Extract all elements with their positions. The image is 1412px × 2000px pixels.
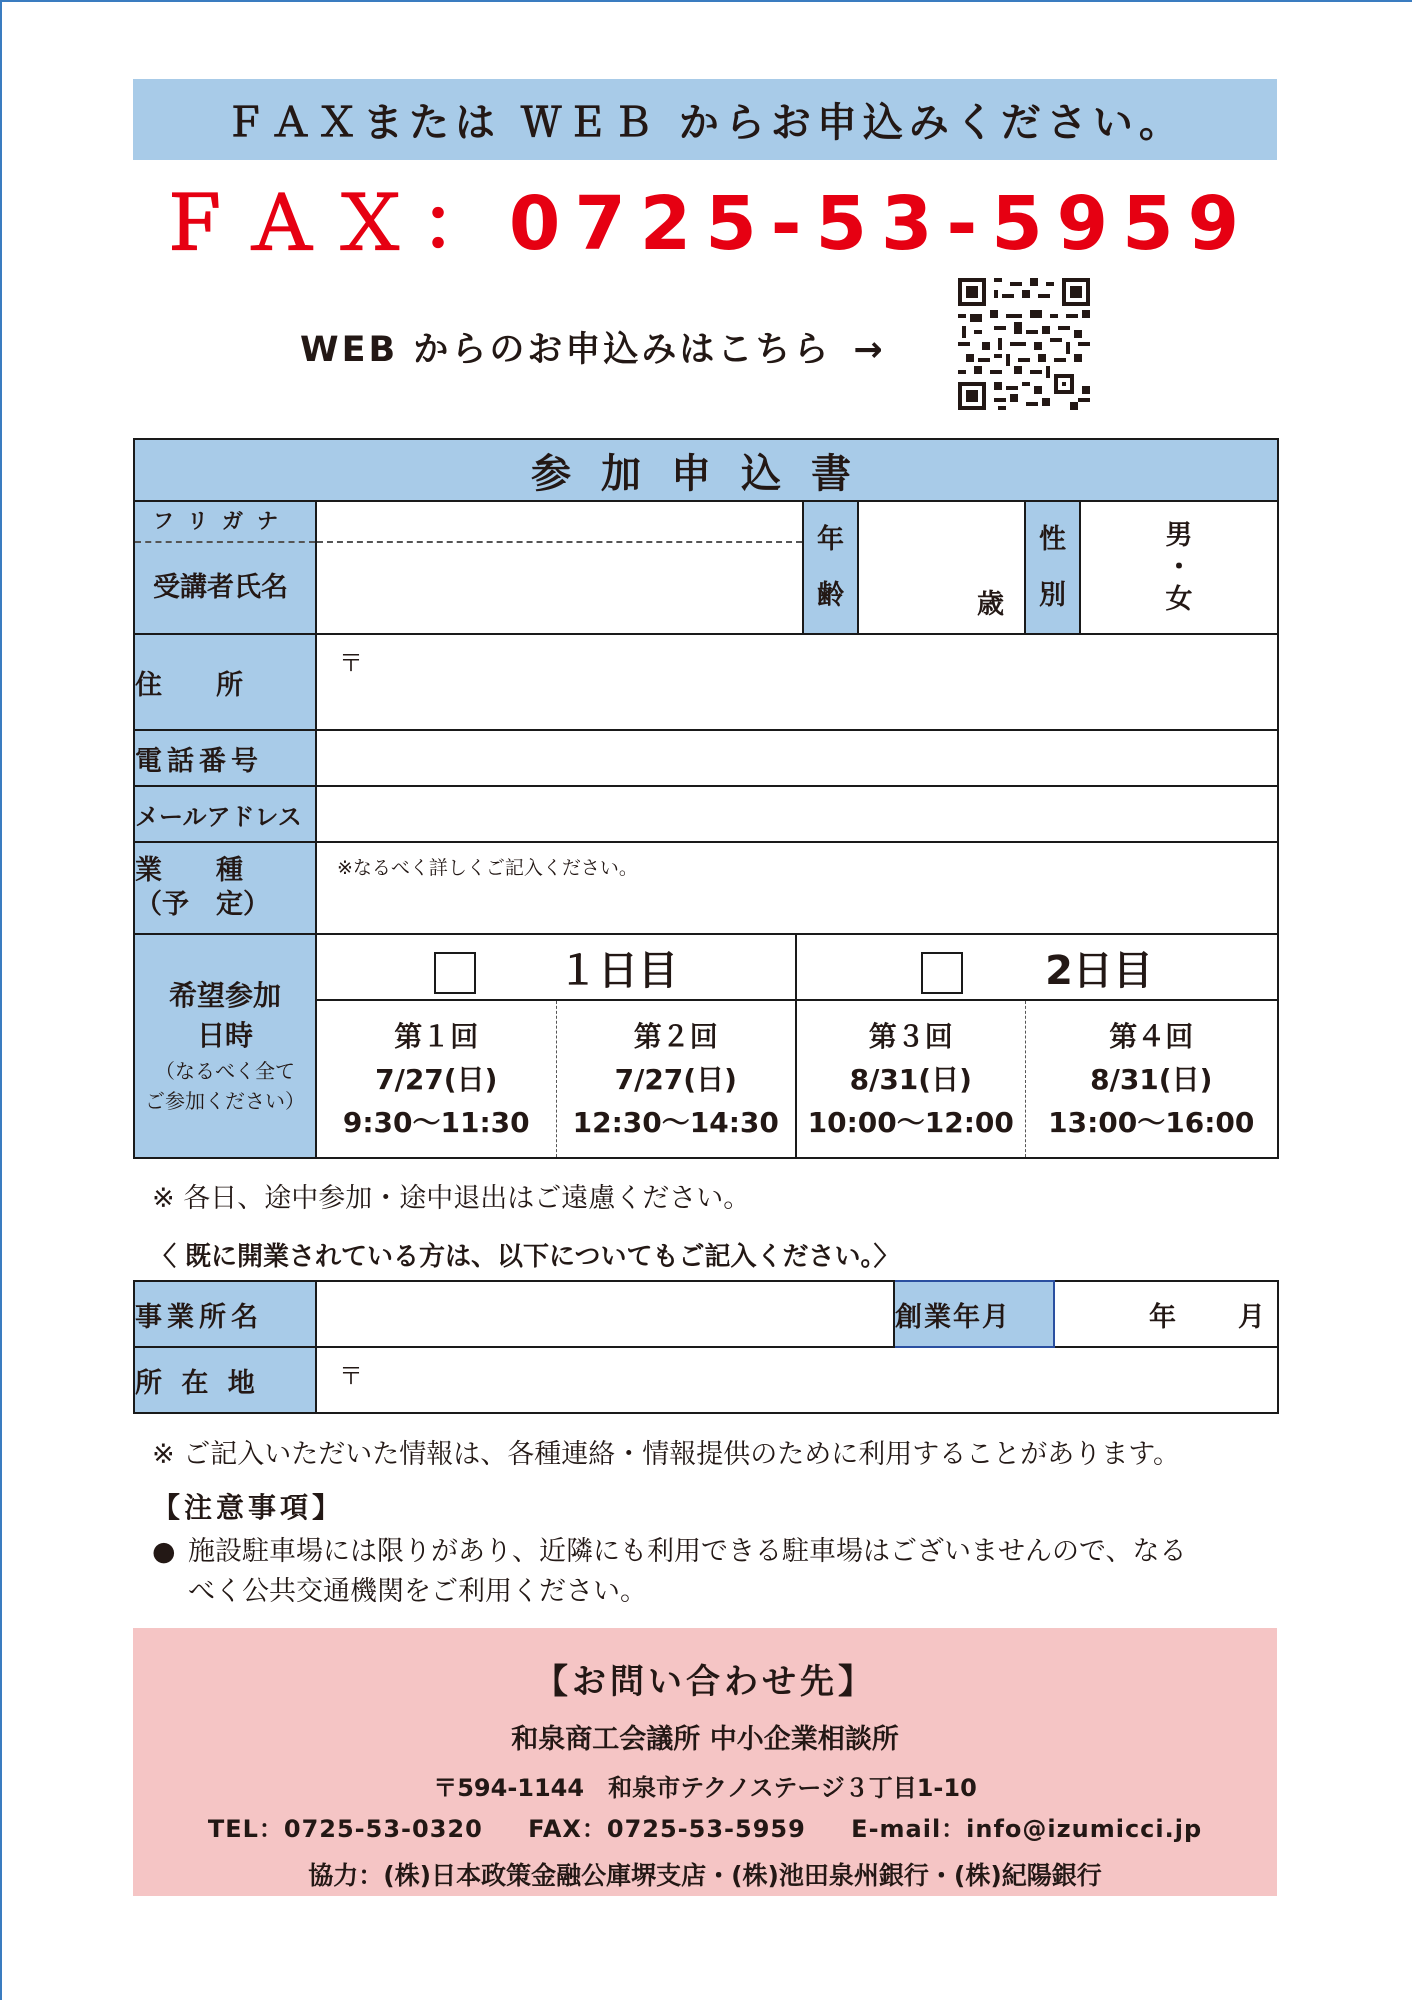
contact-title: 【お問い合わせ先】 — [534, 1662, 876, 1702]
business-note: 〈 既に開業されている方は、以下についてもご記入ください。〉 — [150, 1242, 900, 1272]
session-1[interactable] — [316, 1000, 556, 1158]
industry-label-sub: （予 定） — [135, 889, 270, 920]
sex-label-bottom: 別 — [1039, 579, 1066, 611]
furigana-label: フリガナ — [135, 502, 315, 543]
office-name-input[interactable] — [316, 1281, 894, 1347]
arrow-right-icon: → — [853, 330, 886, 370]
founded-label: 創業年月 — [894, 1281, 1054, 1347]
furigana-input[interactable] — [317, 502, 802, 543]
industry-note: ※なるべく詳しくご記入ください。 — [337, 857, 638, 879]
industry-label-main: 業 種 — [135, 855, 243, 886]
email-label: メールアドレス — [134, 786, 316, 842]
session-1-date: 7/27(日) — [375, 1062, 498, 1096]
day-1-label: １日目 — [558, 947, 678, 994]
sex-label — [1025, 501, 1080, 634]
contact-tel[interactable]: TEL：0725-53-0320 — [207, 1815, 483, 1843]
bullet-icon: ● — [152, 1536, 176, 1567]
postal-mark: 〒 — [339, 649, 363, 677]
address-input[interactable] — [316, 634, 1278, 730]
age-unit: 歳 — [977, 589, 1004, 620]
day-1-checkbox[interactable] — [434, 952, 476, 994]
caution-text — [152, 1532, 1282, 1612]
session-3-date: 8/31(日) — [849, 1062, 972, 1096]
contact-box — [133, 1628, 1277, 1896]
business-form — [133, 1280, 1279, 1414]
form-title: 参加申込書 — [134, 439, 1278, 501]
name-label-cell — [134, 501, 316, 634]
day-1-header[interactable] — [316, 934, 796, 1000]
day-2-label: 2日目 — [1045, 947, 1153, 994]
session-1-name: 第１回 — [394, 1019, 479, 1053]
address-label: 住 所 — [134, 634, 316, 730]
schedule-label-3: （なるべく全て — [155, 1059, 295, 1083]
sex-female-option[interactable]: 女 — [1165, 583, 1193, 615]
contact-org: 和泉商工会議所 中小企業相談所 — [511, 1724, 899, 1755]
schedule-label-4: ご参加ください） — [145, 1089, 305, 1113]
info-usage-note: ※ ご記入いただいた情報は、各種連絡・情報提供のために利用することがあります。 — [152, 1439, 1181, 1470]
sex-label-top: 性 — [1039, 523, 1066, 555]
founded-input[interactable] — [1054, 1281, 1278, 1347]
name-label: 受講者氏名 — [153, 572, 288, 603]
caution-title: 【注意事項】 — [152, 1491, 345, 1524]
name-input-cell[interactable] — [316, 501, 803, 634]
session-1-time: 9:30～11:30 — [342, 1105, 530, 1139]
schedule-label-2: 日時 — [196, 1019, 253, 1052]
month-unit: 月 — [1238, 1301, 1265, 1333]
sex-options[interactable] — [1080, 501, 1278, 634]
web-apply-text: WEB からのお申込みはこちら — [300, 330, 832, 370]
day-2-header[interactable] — [796, 934, 1278, 1000]
industry-label — [134, 842, 316, 934]
session-2-date: 7/27(日) — [614, 1062, 737, 1096]
age-label-bottom: 齢 — [817, 579, 844, 611]
name-input[interactable] — [317, 543, 802, 633]
session-2-time: 12:30～14:30 — [572, 1105, 779, 1139]
location-postal-mark: 〒 — [339, 1362, 363, 1390]
session-2[interactable] — [556, 1000, 796, 1158]
contact-fax[interactable]: FAX：0725-53-5959 — [528, 1815, 806, 1843]
session-3-name: 第３回 — [868, 1019, 953, 1053]
application-form — [133, 438, 1279, 1159]
location-label: 所 在 地 — [134, 1347, 316, 1413]
age-input[interactable] — [858, 501, 1025, 634]
age-label-top: 年 — [817, 523, 844, 555]
year-unit: 年 — [1149, 1301, 1176, 1333]
session-4-time: 13:00～16:00 — [1048, 1105, 1255, 1139]
caution-line-1: 施設駐車場には限りがあり、近隣にも利用できる駐車場はございませんので、なる — [188, 1536, 1187, 1567]
contact-email[interactable]: E-mail：info@izumicci.jp — [851, 1815, 1203, 1843]
fax-number-headline: ＦＡＸ：0725-53-5959 — [156, 181, 1254, 267]
caution-line-2: べく公共交通機関をご利用ください。 — [188, 1576, 647, 1607]
qr-code[interactable] — [958, 278, 1090, 410]
age-label — [803, 501, 858, 634]
session-4-date: 8/31(日) — [1090, 1062, 1213, 1096]
schedule-label-1: 希望参加 — [168, 979, 281, 1012]
contact-cooperation: 協力：(株)日本政策金融公庫堺支店・(株)池田泉州銀行・(株)紀陽銀行 — [308, 1861, 1102, 1890]
email-input[interactable] — [316, 786, 1278, 842]
phone-input[interactable] — [316, 730, 1278, 786]
sex-male-option[interactable]: 男 — [1165, 519, 1193, 551]
apply-banner: ＦＡＸまたは ＷＥＢ からお申込みください。 — [133, 79, 1277, 160]
sex-separator: ・ — [1165, 551, 1193, 583]
phone-label: 電話番号 — [134, 730, 316, 786]
session-4[interactable] — [1025, 1000, 1278, 1158]
location-input[interactable] — [316, 1347, 1278, 1413]
session-4-name: 第４回 — [1109, 1019, 1194, 1053]
session-2-name: 第２回 — [633, 1019, 718, 1053]
session-3-time: 10:00～12:00 — [807, 1105, 1014, 1139]
session-3[interactable] — [796, 1000, 1025, 1158]
contact-address: 〒594-1144 和泉市テクノステージ３丁目1-10 — [433, 1774, 977, 1802]
attendance-note: ※ 各日、途中参加・途中退出はご遠慮ください。 — [152, 1183, 751, 1214]
web-apply-line — [300, 322, 886, 372]
office-name-label: 事業所名 — [134, 1281, 316, 1347]
day-2-checkbox[interactable] — [921, 952, 963, 994]
contact-lines — [133, 1809, 1277, 1844]
schedule-label — [134, 934, 316, 1158]
industry-input[interactable] — [316, 842, 1278, 934]
